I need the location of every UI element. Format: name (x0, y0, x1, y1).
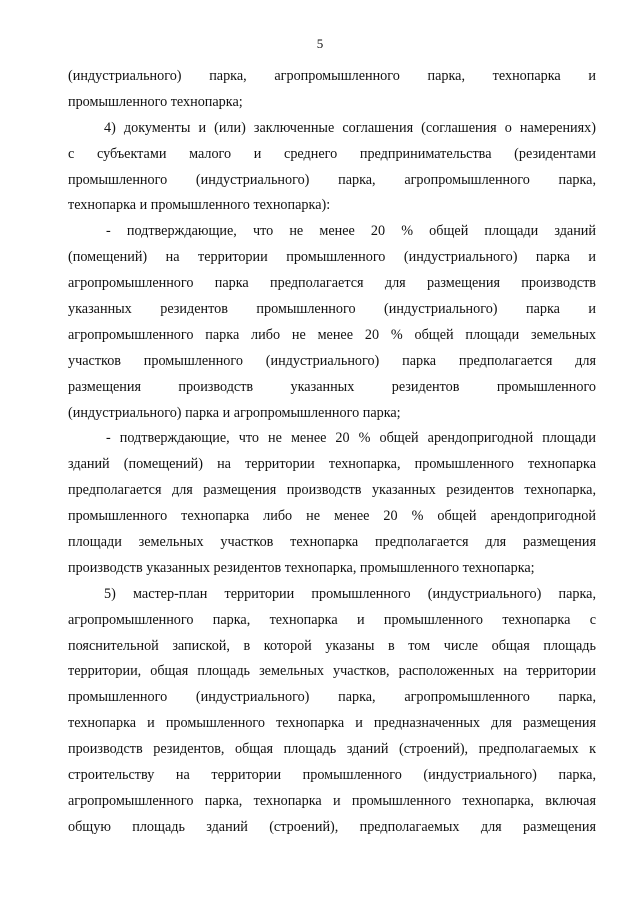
text-line: производств указанных резидентов технопарка, промышленного технопарка; (68, 559, 535, 576)
text-line: промышленного технопарка либо не менее 20 % общей арендопригодной (68, 508, 596, 525)
dash-item-line: - подтверждающие, что не менее 20 % общей арендопригодной площади (106, 430, 596, 447)
list-item-5-line: 5) мастер-план территории промышленного (индустриального) парка, (104, 585, 596, 602)
text-line: общую площадь зданий (строений), предполагаемых для размещения (68, 818, 596, 835)
text-line: агропромышленного парка, технопарка и промышленного технопарка с (68, 611, 596, 628)
text-line: строительству на территории промышленного (индустриального) парка, (68, 767, 596, 784)
text-line: размещения производств указанных резидентов промышленного (68, 378, 596, 395)
text-line: предполагается для размещения производств указанных резидентов технопарка, (68, 482, 596, 499)
text-line: производств резидентов, общая площадь зданий (строений), предполагаемых к (68, 741, 596, 758)
text-line: технопарка и промышленного технопарка): (68, 197, 331, 214)
text-line: указанных резидентов промышленного (индустриального) парка и (68, 301, 596, 318)
text-line: (помещений) на территории промышленного (индустриального) парка и (68, 249, 596, 266)
text-line: промышленного (индустриального) парка, агропромышленного парка, (68, 689, 596, 706)
text-line: агропромышленного парка либо не менее 20 % общей площади земельных (68, 326, 596, 343)
list-item-4-line: 4) документы и (или) заключенные соглашения (соглашения о намерениях) (104, 119, 596, 136)
text-line: промышленного технопарка; (68, 93, 243, 110)
text-line: промышленного (индустриального) парка, агропромышленного парка, (68, 171, 596, 188)
document-body (68, 64, 596, 841)
text-line: территории, общая площадь земельных участков, расположенных на территории (68, 663, 596, 680)
text-line: площади земельных участков технопарка предполагается для размещения (68, 534, 596, 551)
text-line: (индустриального) парка, агропромышленного парка, технопарка и (68, 68, 596, 84)
text-line: агропромышленного парка, технопарка и промышленного технопарка, включая (68, 792, 596, 809)
text-line: участков промышленного (индустриального) парка предполагается для (68, 352, 596, 369)
text-line: зданий (помещений) на территории технопарка, промышленного технопарка (68, 456, 596, 473)
text-line: с субъектами малого и среднего предпринимательства (резидентами (68, 145, 596, 162)
text-line: технопарка и промышленного технопарка и предназначенных для размещения (68, 715, 596, 732)
text-line: пояснительной запиской, в которой указаны в том числе общая площадь (68, 637, 596, 654)
page-number: 5 (316, 36, 324, 51)
text-line: (индустриального) парка и агропромышленного парка; (68, 404, 401, 421)
dash-item-line: - подтверждающие, что не менее 20 % общей площади зданий (106, 223, 596, 240)
text-line: агропромышленного парка предполагается для размещения производств (68, 275, 596, 292)
